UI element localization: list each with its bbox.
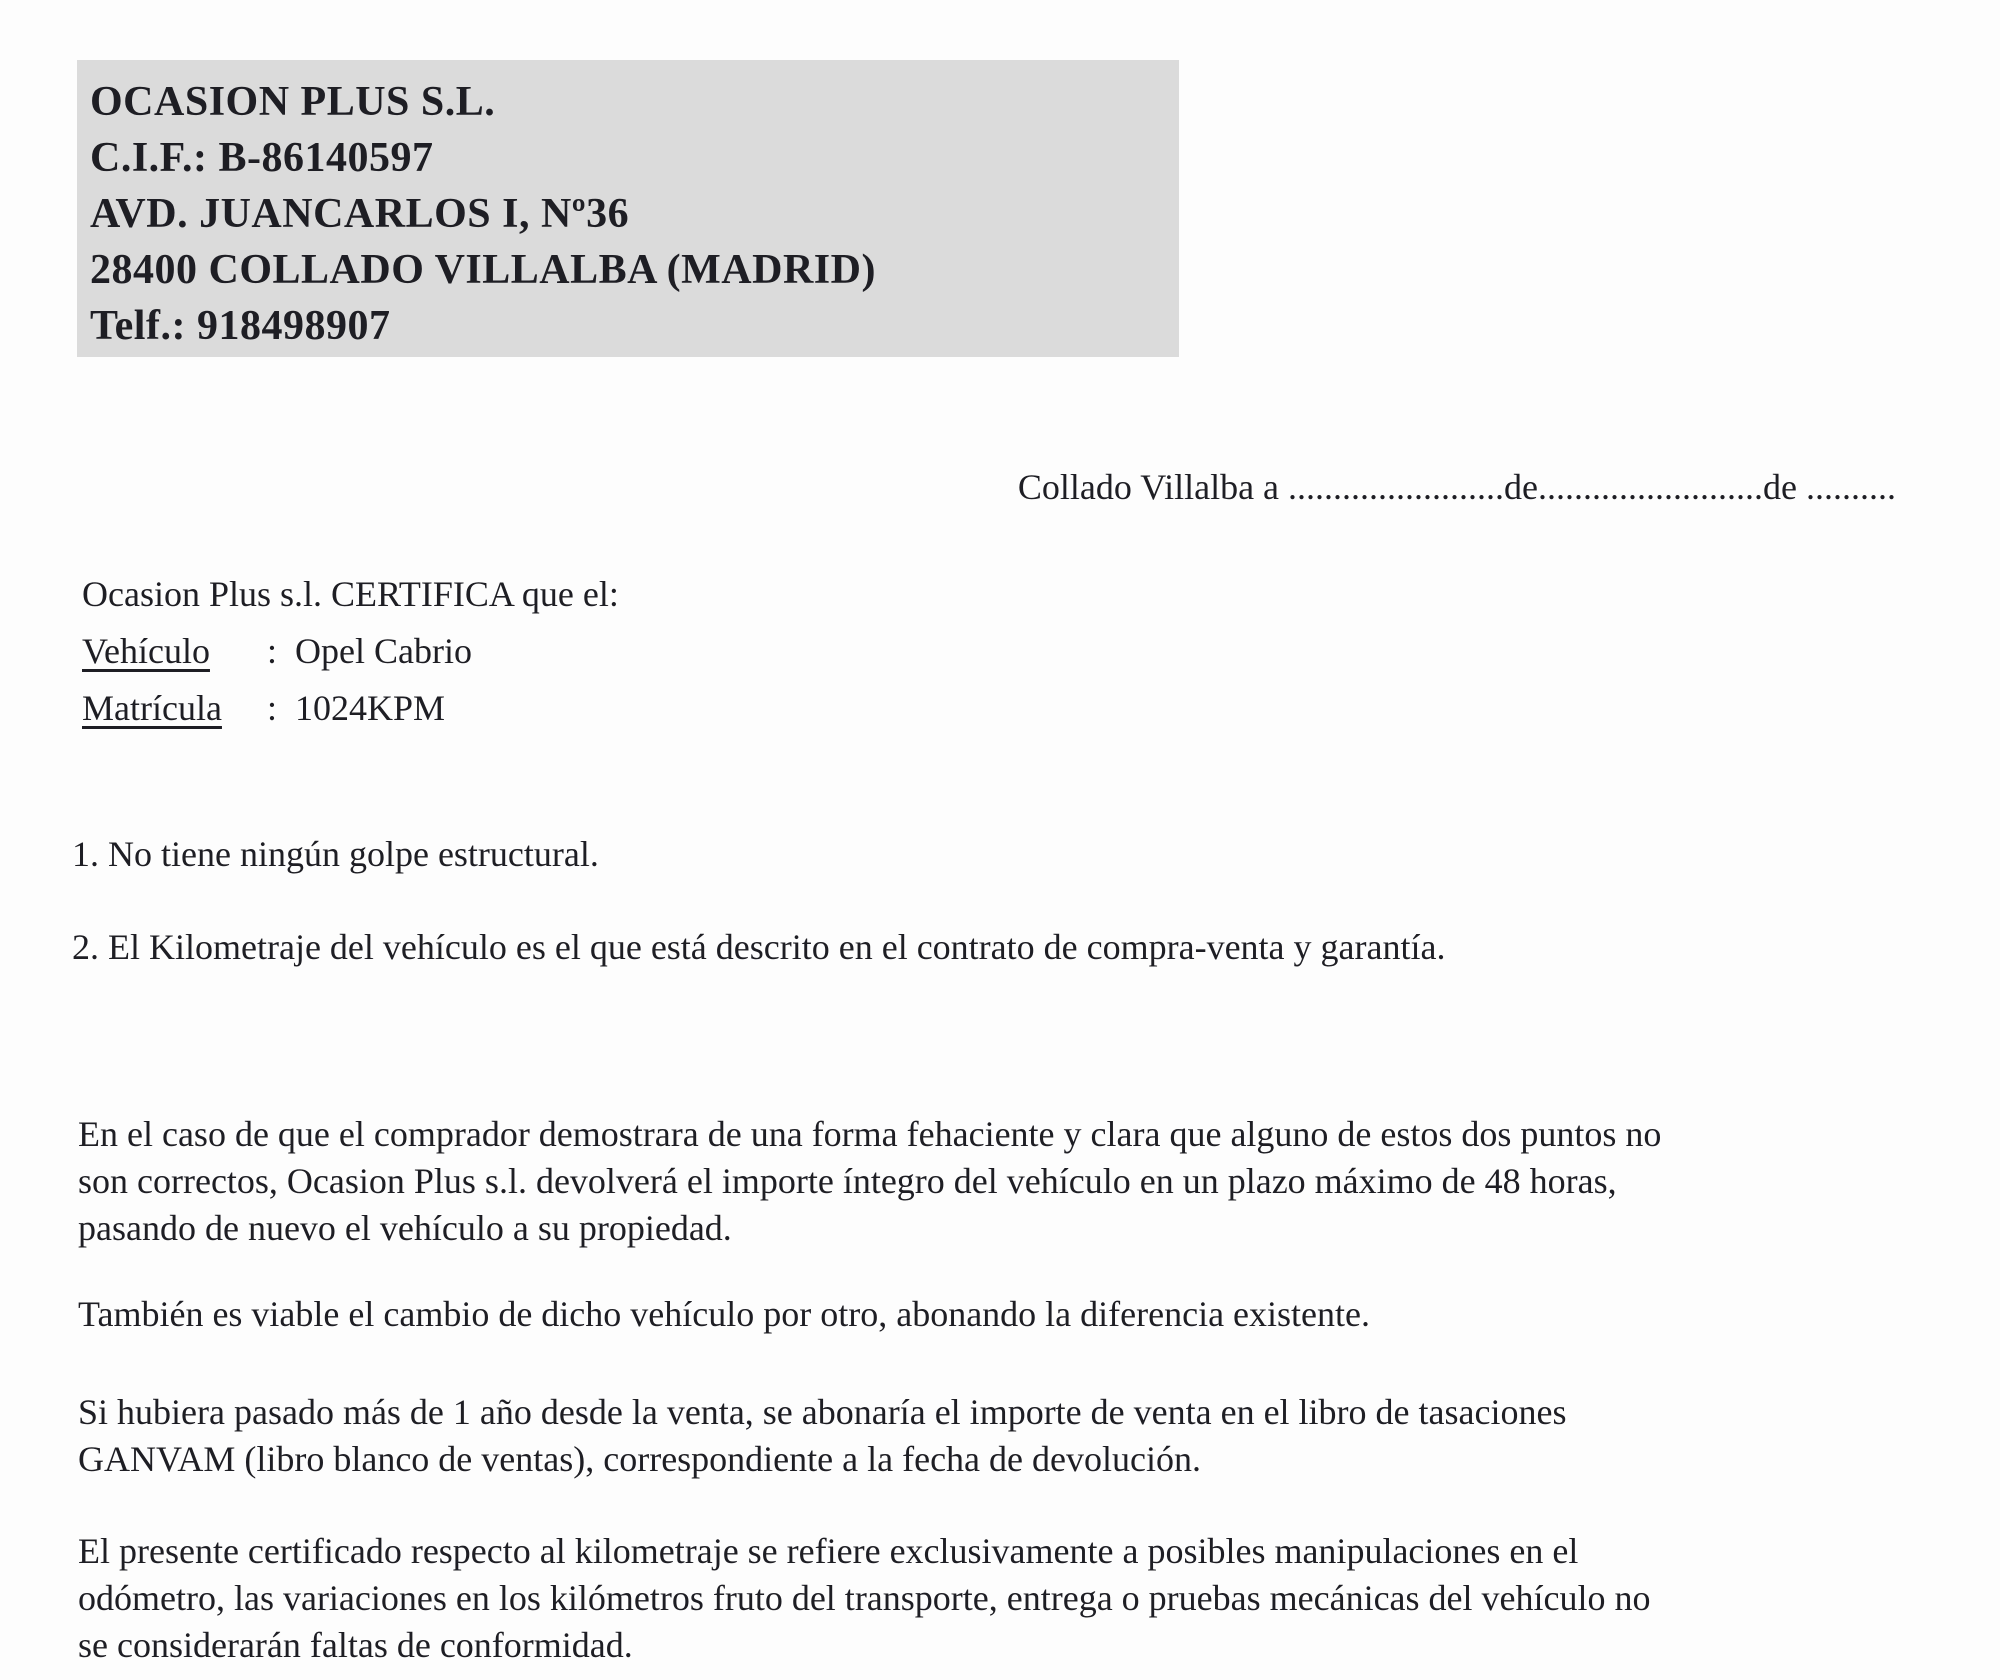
company-phone: Telf.: 918498907 [90,303,391,349]
paragraph-line: Si hubiera pasado más de 1 año desde la venta, se abonaría el importe de venta en el libro de tasaciones [78,1392,1567,1432]
plate-field-value: 1024KPM [295,688,446,728]
statement-item-1: 1. No tiene ningún golpe estructural. [72,834,599,874]
statement-item-2: 2. El Kilometraje del vehículo es el que está descrito en el contrato de compra-venta y garantía. [72,927,1446,967]
company-name: OCASION PLUS S.L. [90,79,496,125]
paragraph-line: son correctos, Ocasion Plus s.l. devolverá el importe íntegro del vehículo en un plazo máximo de 48 horas, [78,1161,1617,1201]
paragraph-line: pasando de nuevo el vehículo a su propiedad. [78,1208,732,1248]
paragraph-exchange-option [78,1291,1370,1338]
vehicle-field-row [82,623,619,680]
paragraph-line: En el caso de que el comprador demostrara de una forma fehaciente y clara que alguno de estos dos puntos no [78,1114,1662,1154]
vehicle-field-value: Opel Cabrio [295,631,472,671]
plate-field-label: Matrícula [82,688,222,728]
paragraph-line: El presente certificado respecto al kilometraje se refiere exclusivamente a posibles manipulaciones en el [78,1531,1579,1571]
date-place-line: Collado Villalba a ........................de.........................de .......... [1017,467,1896,507]
paragraph-refund-terms [78,1111,1661,1252]
paragraph-odometer-disclaimer [78,1528,1651,1669]
vehicle-field-label: Vehículo [82,631,210,671]
paragraph-ganvam-valuation [78,1389,1566,1483]
paragraph-line: También es viable el cambio de dicho vehículo por otro, abonando la diferencia existente. [78,1294,1371,1334]
company-header-box [77,60,1179,357]
company-address: AVD. JUANCARLOS I, Nº36 [90,191,630,237]
certificate-block [82,566,619,737]
company-city: 28400 COLLADO VILLALBA (MADRID) [90,247,876,293]
plate-field-separator: : [267,688,278,728]
paragraph-line: GANVAM (libro blanco de ventas), correspondiente a la fecha de devolución. [78,1439,1201,1479]
plate-field-row [82,680,619,737]
paragraph-line: odómetro, las variaciones en los kilómetros fruto del transporte, entrega o pruebas mecánicas del vehículo no [78,1578,1651,1618]
certificate-intro: Ocasion Plus s.l. CERTIFICA que el: [82,574,619,614]
company-cif: C.I.F.: B-86140597 [90,135,434,181]
paragraph-line: se considerarán faltas de conformidad. [78,1625,633,1665]
vehicle-field-separator: : [267,631,278,671]
